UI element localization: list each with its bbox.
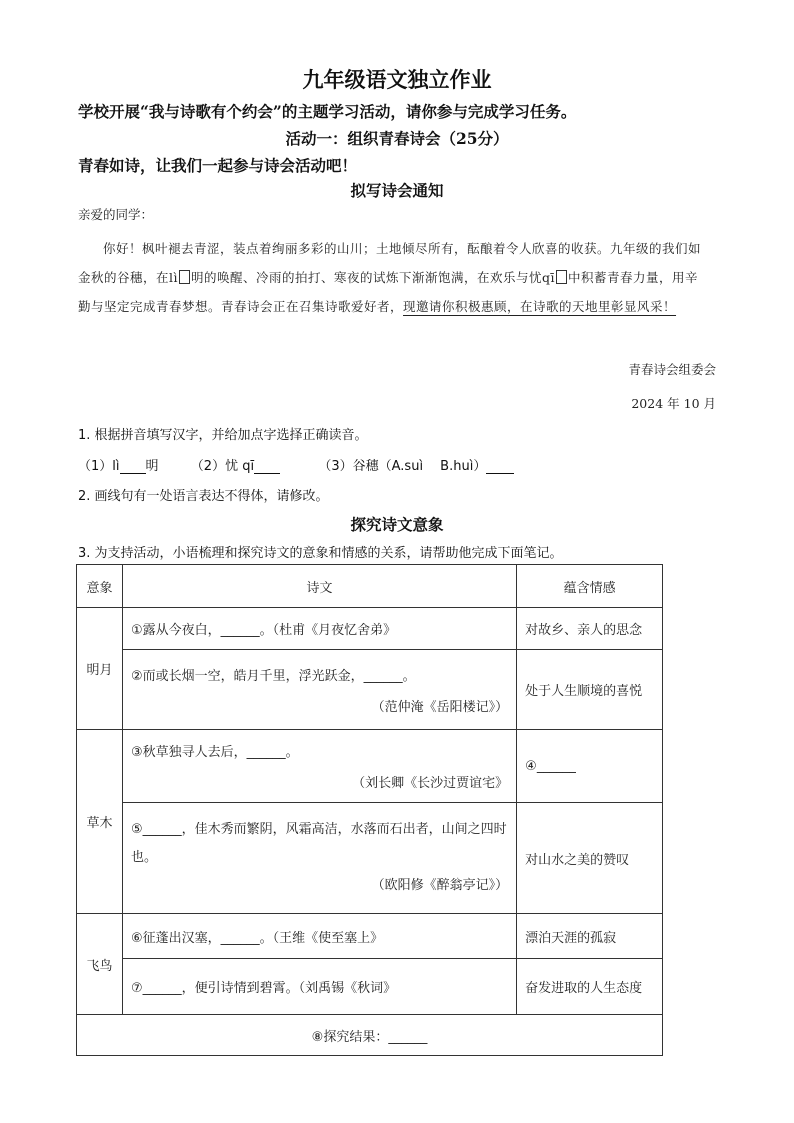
poem-source: （刘长卿《长沙过贾谊宅》 [352,776,509,791]
emotion-cell: 对山水之美的赞叹 [517,803,663,914]
blank-box[interactable] [179,270,190,284]
notice-greeting: 亲爱的同学： [78,207,154,222]
header-poem: 诗文 [122,565,516,608]
poem-cell: ①露从今夜白，______。（杜甫《月夜忆舍弟》 [122,608,516,650]
question-1-items: （1）lì 明 （2）忧 qī （3）谷穗（A.suì B.huì） [78,455,514,474]
poem-cell: ⑥征蓬出汉塞，______。（王维《使至塞上》 [122,914,516,959]
answer-blank[interactable] [120,459,146,474]
emotion-cell: 对故乡、亲人的思念 [517,608,663,650]
answer-blank[interactable] [254,459,280,474]
poem-cell: ②而或长烟一空，皓月千里，浮光跃金，______。 （范仲淹《岳阳楼记》） [122,650,516,730]
table-row [77,803,663,914]
underlined-sentence: 现邀请你积极惠顾，在诗歌的天地里彰显风采！ [403,299,677,314]
table-row [77,959,663,1015]
page-title: 九年级语文独立作业 [302,67,492,92]
notice-heading: 拟写诗会通知 [350,181,444,200]
poem-source: （范仲淹《岳阳楼记》） [371,699,509,715]
table-footer-row [77,1015,663,1056]
activity-heading: 活动一：组织青春诗会（25分） [285,129,509,148]
answer-blank[interactable] [486,459,514,474]
blank-box[interactable] [556,270,567,284]
emotion-cell[interactable]: ④______ [517,730,663,803]
emotion-cell: 奋发进取的人生态度 [517,959,663,1015]
emotion-cell: 处于人生顺境的喜悦 [517,650,663,730]
question-1: 1. 根据拼音填写汉字，并给加点字选择正确读音。 [78,428,368,443]
table-row [77,914,663,959]
lead-text: 青春如诗，让我们一起参与诗会活动吧！ [78,156,358,175]
image-cell: 明月 [77,608,123,730]
question-3: 3. 为支持活动，小语梳理和探究诗文的意象和情感的关系，请帮助他完成下面笔记。 [78,546,563,561]
poem-source: （欧阳修《醉翁亭记》） [371,878,509,893]
notice-date: 2024 年 10 月 [631,396,716,411]
task-intro: 学校开展“我与诗歌有个约会”的主题学习活动，请你参与完成学习任务。 [78,102,577,121]
header-emotion: 蕴含情感 [517,565,663,608]
exploration-result[interactable]: ⑧探究结果：______ [77,1015,663,1056]
header-image: 意象 [77,565,123,608]
table-row [77,650,663,730]
poem-cell: ③秋草独寻人去后，______。 （刘长卿《长沙过贾谊宅》 [122,730,516,803]
table-row [77,608,663,650]
notes-table [76,564,663,1056]
question-2: 2. 画线句有一处语言表达不得体，请修改。 [78,489,329,504]
table-header-row [77,565,663,608]
poem-cell: ⑤______，佳木秀而繁阴，风霜高洁，水落而石出者，山间之四时也。 （欧阳修《醉翁亭记》） [122,803,516,914]
poem-cell: ⑦______，便引诗情到碧霄。（刘禹锡《秋词》 [122,959,516,1015]
notice-body: 你好！枫叶褪去青涩，装点着绚丽多彩的山川；土地倾尽所有，酝酿着令人欣喜的收获。九年级的我们如金秋的谷穗，在lì 明的唤醒、冷雨的拍打、寒夜的试炼下渐渐饱满，在欢乐与忧qī 中积蓄青春力量，用辛勤与坚定完成青春梦想。青春诗会正在召集诗歌爱好者，现邀请你积极惠顾，在诗歌的天地里彰显风采！ [78,241,702,314]
notice-signature: 青春诗会组委会 [628,362,716,377]
image-cell: 飞鸟 [77,914,123,1015]
table-row [77,730,663,803]
section-heading: 探究诗文意象 [350,515,444,534]
emotion-cell: 漂泊天涯的孤寂 [517,914,663,959]
image-cell: 草木 [77,730,123,914]
